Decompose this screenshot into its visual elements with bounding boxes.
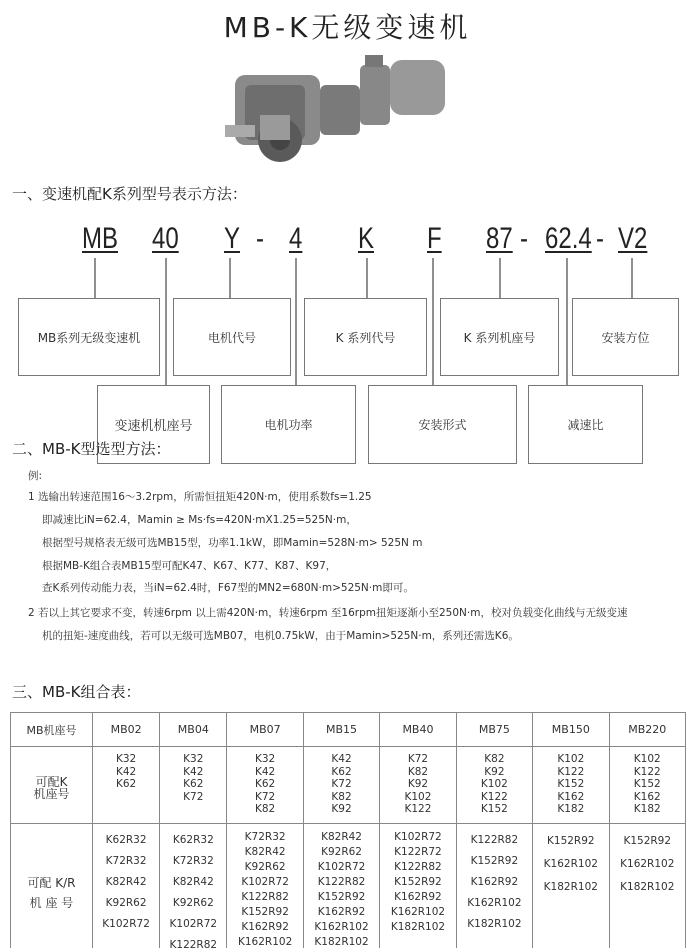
kr-model: K152R92 [470, 855, 519, 867]
k-model: K32 [254, 753, 276, 765]
box-motor-power: 电机功率 [221, 385, 356, 464]
code-part-position: V2 [618, 222, 648, 255]
box-mounting-position: 安装方位 [572, 298, 679, 376]
column-header: MB07 [227, 713, 303, 747]
k-model: K102 [633, 753, 661, 765]
k-cell [609, 747, 685, 824]
k-model: K82 [407, 765, 429, 778]
k-model: K82 [484, 753, 505, 765]
kr-model: K82R42 [244, 846, 286, 858]
k-model: K42 [183, 765, 204, 778]
k-model: K182 [557, 803, 585, 815]
box-variator-size: 变速机机座号 [97, 385, 210, 464]
k-model: K42 [115, 765, 137, 778]
k-model: K152 [633, 778, 661, 790]
k-model: K32 [115, 753, 137, 765]
column-header: MB75 [456, 713, 532, 747]
example-1-line: 1 选输出转速范围16～3.2rpm，所需恒扭矩420N·m，使用系数fs=1.25 [28, 491, 372, 503]
kr-model: K162R92 [317, 906, 366, 918]
k-cell [160, 747, 227, 824]
example-1-line: 根据型号规格表无级可选MB15型，功率1.1kW，即Mamin=528N·m> 525N m [42, 537, 423, 549]
k-model: K162 [557, 790, 585, 803]
kr-model: K162R102 [543, 858, 598, 870]
kr-model: K72R32 [244, 831, 286, 843]
code-separator: - [256, 222, 264, 255]
kr-model: K62R32 [172, 834, 214, 846]
kr-model: K72R32 [105, 855, 147, 867]
kr-model: K152R92 [547, 835, 595, 847]
kr-cell [227, 824, 303, 948]
table-row-kr [11, 824, 686, 948]
k-model: K182 [633, 803, 661, 815]
kr-model: K182R102 [620, 881, 675, 893]
kr-model: K92R62 [172, 897, 214, 909]
kr-model: K152R92 [394, 876, 442, 888]
kr-model: K122R82 [394, 861, 442, 873]
kr-cell [380, 824, 456, 948]
kr-model: K122R82 [317, 876, 366, 888]
k-model: K72 [254, 790, 276, 803]
code-part-series: MB [82, 222, 118, 255]
box-k-series-size: K 系列机座号 [440, 298, 559, 376]
example-1-line: 根据MB-K组合表MB15型可配K47、K67、K77、K87、K97， [42, 560, 337, 572]
k-model: K162 [633, 790, 661, 803]
box-mounting-type: 安装形式 [368, 385, 517, 464]
kr-model: K152R92 [241, 906, 289, 918]
kr-model: K102R72 [241, 876, 289, 888]
code-part-motor: Y [224, 222, 241, 255]
k-cell [303, 747, 379, 824]
k-model: K102 [480, 778, 508, 790]
kr-model: K82R42 [105, 876, 147, 888]
k-model: K72 [183, 790, 204, 803]
example-1-line: 查K系列传动能力表，当iN=62.4时，F67型的MN2=680N·m>525N·m即可。 [42, 582, 414, 594]
code-part-k-series: K [358, 222, 375, 255]
kr-model: K182R102 [314, 936, 369, 948]
kr-cell [93, 824, 160, 948]
code-part-mounting: F [427, 222, 442, 255]
k-model: K122 [633, 765, 661, 778]
table-header-row [11, 713, 686, 747]
kr-model: K162R92 [394, 891, 442, 903]
k-model: K62 [115, 778, 137, 790]
table-row-k [11, 747, 686, 824]
k-model: K122 [480, 790, 508, 803]
kr-model: K102R72 [317, 861, 366, 873]
column-header: MB15 [303, 713, 379, 747]
k-model: K102 [557, 753, 585, 765]
kr-model: K82R42 [321, 831, 362, 843]
header-label: MB机座号 [11, 713, 93, 747]
code-part-k-size: 87 [486, 222, 513, 255]
kr-model: K182R102 [543, 881, 598, 893]
box-k-series-code: K 系列代号 [304, 298, 427, 376]
k-cell [456, 747, 532, 824]
kr-model: K162R102 [314, 921, 369, 933]
k-model: K92 [407, 778, 429, 790]
k-cell [533, 747, 609, 824]
section-3-heading: 三、MB-K组合表： [12, 683, 141, 701]
column-header: MB40 [380, 713, 456, 747]
k-model: K82 [331, 790, 352, 803]
k-model: K62 [331, 765, 352, 778]
box-series: MB系列无级变速机 [18, 298, 160, 376]
kr-model: K162R102 [237, 936, 293, 948]
example-1-line: 即减速比iN=62.4，Mamin ≥ Ms·fs=420N·mX1.25=525N·m， [42, 514, 357, 526]
kr-cell [609, 824, 685, 948]
kr-cell [160, 824, 227, 948]
kr-model: K122R72 [394, 846, 442, 858]
column-header: MB02 [93, 713, 160, 747]
kr-model: K152R92 [317, 891, 366, 903]
code-separator: - [520, 222, 528, 255]
code-part-ratio: 62.4 [545, 222, 592, 255]
row-kr-label: 可配 K/R 机 座 号 [11, 824, 93, 948]
kr-model: K182R102 [467, 918, 522, 930]
code-part-size: 40 [152, 222, 179, 255]
kr-model: K162R102 [467, 897, 522, 909]
k-model: K152 [557, 778, 585, 790]
k-model: K72 [407, 753, 429, 765]
k-model: K152 [480, 803, 508, 815]
k-model: K102 [404, 790, 432, 803]
column-header: MB04 [160, 713, 227, 747]
section-1-heading: 一、变速机配K系列型号表示方法： [12, 185, 247, 203]
kr-model: K122R82 [241, 891, 289, 903]
kr-model: K182R102 [390, 921, 446, 933]
kr-model: K102R72 [394, 831, 442, 843]
column-header: MB150 [533, 713, 609, 747]
kr-model: K162R92 [470, 876, 519, 888]
kr-cell [456, 824, 532, 948]
combination-table [10, 712, 686, 948]
kr-model: K122R82 [169, 939, 218, 948]
k-model: K92 [331, 803, 352, 815]
k-model: K122 [404, 803, 432, 815]
kr-model: K72R32 [172, 855, 214, 867]
kr-model: K92R62 [321, 846, 362, 858]
kr-cell [533, 824, 609, 948]
row-k-label: 可配K 机座号 [11, 747, 93, 824]
k-model: K72 [331, 778, 352, 790]
kr-model: K92R62 [105, 897, 147, 909]
k-model: K122 [557, 765, 585, 778]
code-part-power: 4 [289, 222, 303, 255]
k-cell [380, 747, 456, 824]
kr-model: K102R72 [169, 918, 218, 930]
kr-cell [303, 824, 379, 948]
kr-model: K162R92 [241, 921, 289, 933]
k-model: K42 [331, 753, 352, 765]
k-cell [93, 747, 160, 824]
k-model: K42 [254, 765, 276, 778]
code-separator: - [596, 222, 604, 255]
k-model: K82 [254, 803, 276, 815]
kr-model: K162R102 [620, 858, 675, 870]
kr-model: K62R32 [105, 834, 147, 846]
k-model: K92 [484, 765, 505, 778]
column-header: MB220 [609, 713, 685, 747]
k-model: K62 [183, 778, 204, 790]
kr-model: K102R72 [102, 918, 150, 930]
kr-model: K92R62 [244, 861, 286, 873]
k-cell [227, 747, 303, 824]
box-ratio: 减速比 [528, 385, 643, 464]
page-title: MB-K无级变速机 [223, 11, 472, 44]
example-2-line: 2 若以上其它要求不变，转速6rpm 以上需420N·m，转速6rpm 至16rpm扭矩逐渐小至250N·m，校对负载变化曲线与无级变速 [28, 607, 628, 619]
kr-model: K152R92 [623, 835, 672, 847]
k-model: K62 [254, 778, 276, 790]
example-label: 例: [28, 470, 43, 482]
k-model: K32 [183, 753, 204, 765]
example-2-line: 机的扭矩-速度曲线，若可以无级可选MB07，电机0.75kW，由于Mamin>525N·m，系列还需选K6。 [42, 630, 519, 642]
box-motor-code: 电机代号 [173, 298, 291, 376]
section-2-heading: 二、MB-K型选型方法： [12, 440, 171, 458]
kr-model: K82R42 [172, 876, 214, 888]
kr-model: K162R102 [390, 906, 446, 918]
kr-model: K122R82 [470, 834, 519, 846]
